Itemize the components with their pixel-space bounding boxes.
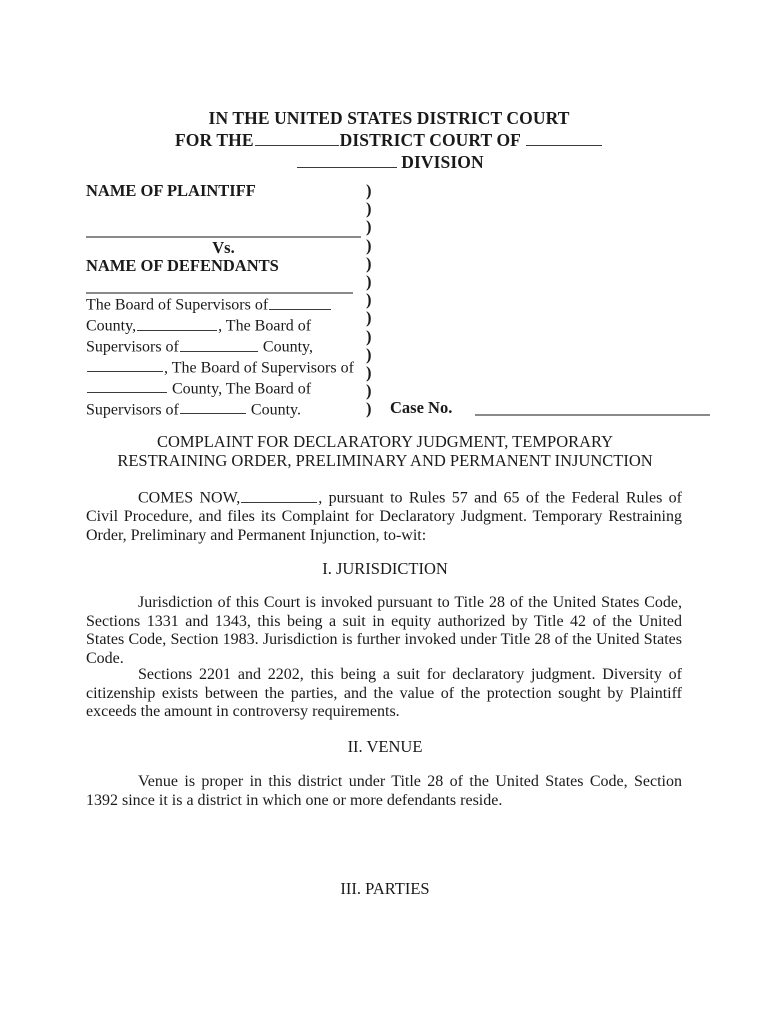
case-number-label: Case No.: [390, 398, 453, 417]
venue-paragraph-1: Venue is proper in this district under Title 28 of the United States Code, Section 1392 since it is a district in which one or more defendants reside.: [86, 773, 682, 809]
defendant-line-5: [86, 378, 361, 399]
complaint-title-line-1: COMPLAINT FOR DECLARATORY JUDGMENT, TEMPORARY: [156, 432, 614, 451]
caption-parties-column: [86, 182, 361, 420]
caption-paren: ): [366, 290, 372, 310]
parties-heading-container: [0, 879, 770, 898]
defendant-line-2-pre: County,: [86, 317, 137, 335]
defendant-line-3-post: County,: [258, 338, 313, 356]
division-blank-field[interactable]: [297, 151, 397, 168]
defendant-line-4: [86, 357, 361, 378]
state-blank-field[interactable]: [526, 129, 602, 146]
caption-paren: ): [366, 181, 372, 200]
caption-paren: ): [366, 326, 372, 346]
comes-now-prefix: COMES NOW,: [138, 489, 241, 507]
caption-paren: ): [366, 235, 372, 255]
section-heading-jurisdiction: I. JURISDICTION: [322, 559, 448, 578]
caption-paren: ): [366, 399, 372, 419]
court-heading-line-1: IN THE UNITED STATES DISTRICT COURT: [208, 108, 570, 128]
caption-paren: ): [366, 362, 372, 382]
defendant-line-3-pre: Supervisors of: [86, 338, 179, 356]
court-heading-division-label: DIVISION: [401, 152, 484, 173]
defendant-county-blank-2[interactable]: [137, 315, 217, 331]
district-blank-field[interactable]: [255, 129, 339, 146]
defendant-county-blank-6[interactable]: [180, 399, 246, 415]
defendant-line-2: [86, 315, 361, 336]
defendants-name-label: NAME OF DEFENDANTS: [86, 256, 279, 275]
caption-paren: ): [366, 271, 372, 291]
caption-paren: ): [366, 199, 372, 219]
comes-now-paragraph-container: [86, 487, 682, 545]
court-heading-for-the-label: FOR THE: [175, 130, 254, 151]
complaint-title-line-2: RESTRAINING ORDER, PRELIMINARY AND PERMANENT INJUNCTION: [117, 451, 653, 470]
complaint-title: [0, 432, 770, 470]
jurisdiction-paragraph-2-container: [86, 666, 682, 722]
jurisdiction-paragraph-2: Sections 2201 and 2202, this being a suit for declaratory judgment. Diversity of citizenship exists between the parties, and the value of the protection sought by Plaintiff exceeds the amount in controversy requirements.: [86, 666, 682, 720]
defendant-line-1-pre: The Board of Supervisors of: [86, 296, 269, 314]
defendant-line-6-post: County.: [246, 401, 301, 419]
comes-now-suffix: , pursuant to Rules 57 and 65 of the Federal Rules of Civil Procedure, and files its Complaint for Declaratory Judgment. Temporary Restraining Order, Preliminary and Permanent Injunction, to-wit:: [86, 489, 682, 544]
plaintiff-name-label: NAME OF PLAINTIFF: [86, 181, 256, 200]
defendant-county-blank-1[interactable]: [269, 294, 331, 310]
versus-label: Vs.: [212, 238, 235, 257]
jurisdiction-heading-container: [0, 559, 770, 578]
caption-paren: ): [366, 344, 372, 364]
caption-paren: ): [366, 217, 372, 237]
section-heading-venue: II. VENUE: [347, 737, 423, 756]
caption-paren: ): [366, 381, 372, 401]
defendant-line-4-post: , The Board of Supervisors of: [164, 359, 354, 377]
venue-heading-container: [0, 737, 770, 756]
caption-paren-divider-column: [366, 182, 384, 418]
caption-paren: ): [366, 308, 372, 328]
defendant-county-blank-3[interactable]: [180, 336, 258, 352]
defendant-line-6: [86, 399, 361, 420]
defendant-line-1: [86, 294, 361, 315]
defendant-line-2-post: , The Board of: [218, 317, 312, 335]
defendant-county-blank-5[interactable]: [87, 378, 167, 394]
court-heading-district-court-of-label: DISTRICT COURT OF: [339, 130, 521, 151]
court-heading-line-3: [10, 151, 770, 173]
court-heading-line-2: [8, 129, 770, 151]
defendant-county-blank-4[interactable]: [87, 357, 163, 373]
case-number-blank-field[interactable]: [475, 414, 710, 416]
section-heading-parties: III. PARTIES: [340, 879, 430, 898]
comes-now-paragraph: [86, 487, 682, 545]
plaintiff-name-blank-field[interactable]: [241, 487, 317, 503]
defendant-line-6-pre: Supervisors of: [86, 401, 179, 419]
court-heading: [0, 108, 770, 173]
defendant-line-5-post: County, The Board of: [168, 380, 312, 398]
jurisdiction-paragraph-1-container: [86, 594, 682, 668]
caption-paren: ): [366, 253, 372, 273]
case-caption-block: [0, 181, 770, 419]
jurisdiction-paragraph-1: Jurisdiction of this Court is invoked pursuant to Title 28 of the United States Code, Sections 1331 and 1343, this being a suit in equity authorized by Title 42 of the United States Code, Section 1983. Jurisdiction is further invoked under Title 28 of the United States Code.: [86, 594, 682, 667]
venue-paragraph-1-container: [86, 773, 682, 810]
defendant-line-3: [86, 336, 361, 357]
